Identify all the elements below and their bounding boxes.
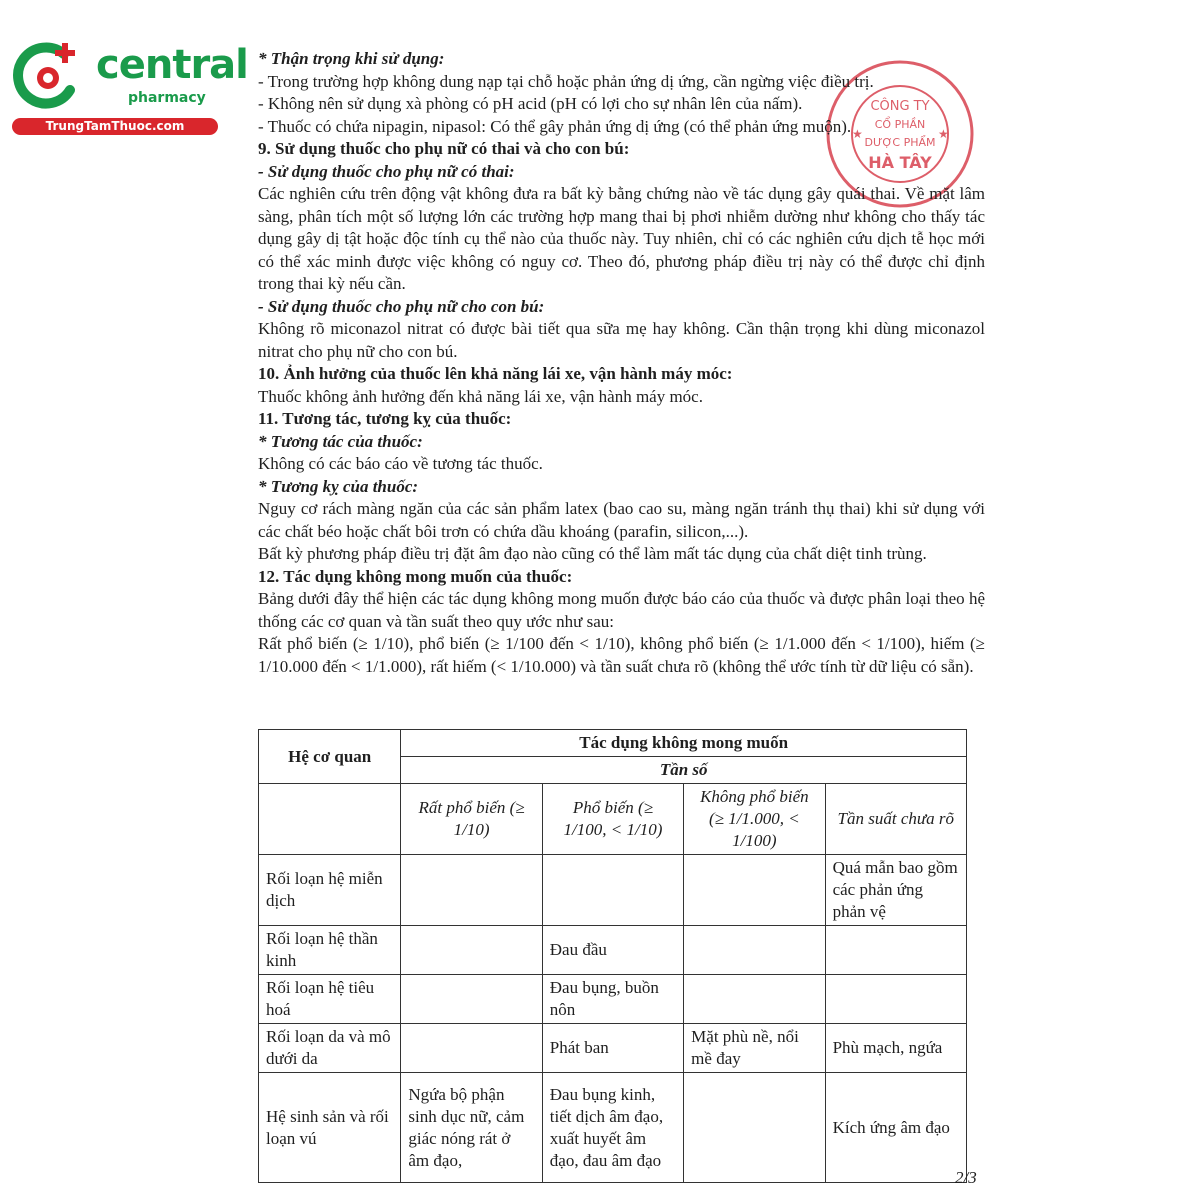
unknown-cell: Quá mẫn bao gồm các phản ứng phản vệ: [825, 855, 966, 926]
organ-cell: Rối loạn hệ miễn dịch: [259, 855, 401, 926]
stamp-star-right: ★: [938, 127, 949, 141]
incompatibility-subheading: * Tương kỵ của thuốc:: [258, 476, 419, 496]
driving-text: Thuốc không ảnh hưởng đến khả năng lái xe, vận hành máy móc.: [258, 386, 703, 406]
lactation-subheading: - Sử dụng thuốc cho phụ nữ cho con bú:: [258, 296, 545, 316]
uncommon-cell: [684, 975, 825, 1024]
table-row: [259, 975, 967, 1024]
header-empty-cell: [259, 784, 401, 855]
header-uncommon: Không phổ biến (≥ 1/1.000, < 1/100): [684, 784, 825, 855]
caution-line-2: - Không nên sử dụng xà phòng có pH acid (pH có lợi cho sự nhân lên của nấm).: [258, 94, 803, 113]
header-organ-system: Hệ cơ quan: [259, 730, 401, 784]
pregnancy-subheading: - Sử dụng thuốc cho phụ nữ có thai:: [258, 161, 515, 181]
organ-cell: Hệ sinh sản và rối loạn vú: [259, 1073, 401, 1183]
table-row: [259, 1024, 967, 1073]
header-very-common: Rất phổ biến (≥ 1/10): [401, 784, 542, 855]
header-unknown: Tần suất chưa rõ: [825, 784, 966, 855]
header-frequency: Tần số: [401, 757, 967, 784]
caution-line-3: - Thuốc có chứa nipagin, nipasol: Có thể gây phản ứng dị ứng (có thể phản ứng muộn).: [258, 116, 852, 136]
uncommon-cell: [684, 1073, 825, 1183]
unknown-cell: Phù mạch, ngứa: [825, 1024, 966, 1073]
common-cell: Phát ban: [542, 1024, 683, 1073]
stamp-line-2: CỔ PHẦN: [874, 118, 926, 131]
uncommon-cell: [684, 926, 825, 975]
stamp-line-3: DƯỢC PHẨM: [864, 136, 936, 149]
table-row: [259, 926, 967, 975]
section-9-heading: 9. Sử dụng thuốc cho phụ nữ có thai và cho con bú:: [258, 139, 630, 158]
common-cell: Đau bụng kinh, tiết dịch âm đạo, xuất huyết âm đạo, đau âm đạo: [542, 1073, 683, 1183]
unknown-cell: Kích ứng âm đạo: [825, 1073, 966, 1183]
organ-cell: Rối loạn hệ tiêu hoá: [259, 975, 401, 1024]
very-common-cell: Ngứa bộ phận sinh dục nữ, cảm giác nóng rát ở âm đạo,: [401, 1073, 542, 1183]
table-row: [259, 1073, 967, 1183]
interaction-text: Không có các báo cáo về tương tác thuốc.: [258, 454, 543, 473]
central-pharmacy-logo-icon: [12, 40, 84, 112]
header-common: Phổ biến (≥ 1/100, < 1/10): [542, 784, 683, 855]
incompatibility-text-1: Nguy cơ rách màng ngăn của các sản phẩm latex (bao cao su, màng ngăn tránh thụ thai) khi sử dụng với các chất béo hoặc chất bôi trơn có chứa dầu khoáng (parafin, silicon,...).: [258, 499, 985, 541]
very-common-cell: [401, 975, 542, 1024]
stamp-star-left: ★: [852, 127, 863, 141]
adverse-effects-table: [258, 729, 967, 1183]
very-common-cell: [401, 1024, 542, 1073]
common-cell: Đau bụng, buồn nôn: [542, 975, 683, 1024]
common-cell: [542, 855, 683, 926]
uncommon-cell: [684, 855, 825, 926]
caution-heading: * Thận trọng khi sử dụng:: [258, 49, 445, 68]
very-common-cell: [401, 855, 542, 926]
section-12-heading: 12. Tác dụng không mong muốn của thuốc:: [258, 566, 573, 586]
unknown-cell: [825, 975, 966, 1024]
table-row: [259, 855, 967, 926]
pharmacy-logo: [10, 38, 248, 138]
stamp-line-1: CÔNG TY: [870, 99, 930, 114]
section-11-heading: 11. Tương tác, tương kỵ của thuốc:: [258, 409, 512, 428]
document-body: [258, 48, 985, 678]
incompatibility-text-2: Bất kỳ phương pháp điều trị đặt âm đạo nào cũng có thể làm mất tác dụng của chất diệt tinh trùng.: [258, 544, 927, 563]
adverse-intro-1: Bảng dưới đây thể hiện các tác dụng không mong muốn được báo cáo của thuốc và được phân loại theo hệ thống các cơ quan và tần suất theo quy ước như sau:: [258, 589, 985, 631]
header-adverse-effects: Tác dụng không mong muốn: [401, 730, 967, 757]
organ-cell: Rối loạn hệ thần kinh: [259, 926, 401, 975]
common-cell: Đau đầu: [542, 926, 683, 975]
page-number: 2/3: [955, 1168, 977, 1187]
organ-cell: Rối loạn da và mô dưới da: [259, 1024, 401, 1073]
logo-subtitle: pharmacy: [128, 90, 206, 106]
pregnancy-text: Các nghiên cứu trên động vật không đưa ra bất kỳ bằng chứng nào về tác dụng gây quái thai. Về mặt lâm sàng, phân tích một số lượng lớn các trường hợp mang thai bị phơi nhiễm dường như không cho thấy tác dụng gây dị tật hoặc độc tính cụ thể nào của thuốc này. Tuy nhiên, chỉ có các nghiên cứu dịch tễ học mới có thể xác minh được việc không có nguy cơ. Theo đó, phương pháp điều trị này có thể được chỉ định trong thai kỳ nếu cần.: [258, 184, 985, 293]
adverse-intro-2: Rất phổ biến (≥ 1/10), phổ biến (≥ 1/100 đến < 1/10), không phổ biến (≥ 1/1.000 đến < 1/100), hiếm (≥ 1/10.000 đến < 1/1.000), rất hiếm (< 1/10.000) và tần suất chưa rõ (không thể ước tính từ dữ liệu có sẵn).: [258, 634, 985, 676]
logo-brand: central: [96, 42, 248, 88]
uncommon-cell: Mặt phù nề, nổi mề đay: [684, 1024, 825, 1073]
caution-line-1: - Trong trường hợp không dung nạp tại chỗ hoặc phản ứng dị ứng, cần ngừng việc điều trị.: [258, 71, 874, 91]
logo-url-banner[interactable]: TrungTamThuoc.com: [12, 118, 218, 135]
unknown-cell: [825, 926, 966, 975]
lactation-text: Không rõ miconazol nitrat có được bài tiết qua sữa mẹ hay không. Cần thận trọng khi dùng miconazol nitrat cho phụ nữ cho con bú.: [258, 319, 985, 361]
very-common-cell: [401, 926, 542, 975]
stamp-line-4: HÀ TÂY: [868, 153, 932, 172]
section-10-heading: 10. Ảnh hưởng của thuốc lên khả năng lái xe, vận hành máy móc:: [258, 364, 733, 383]
interaction-subheading: * Tương tác của thuốc:: [258, 431, 423, 451]
